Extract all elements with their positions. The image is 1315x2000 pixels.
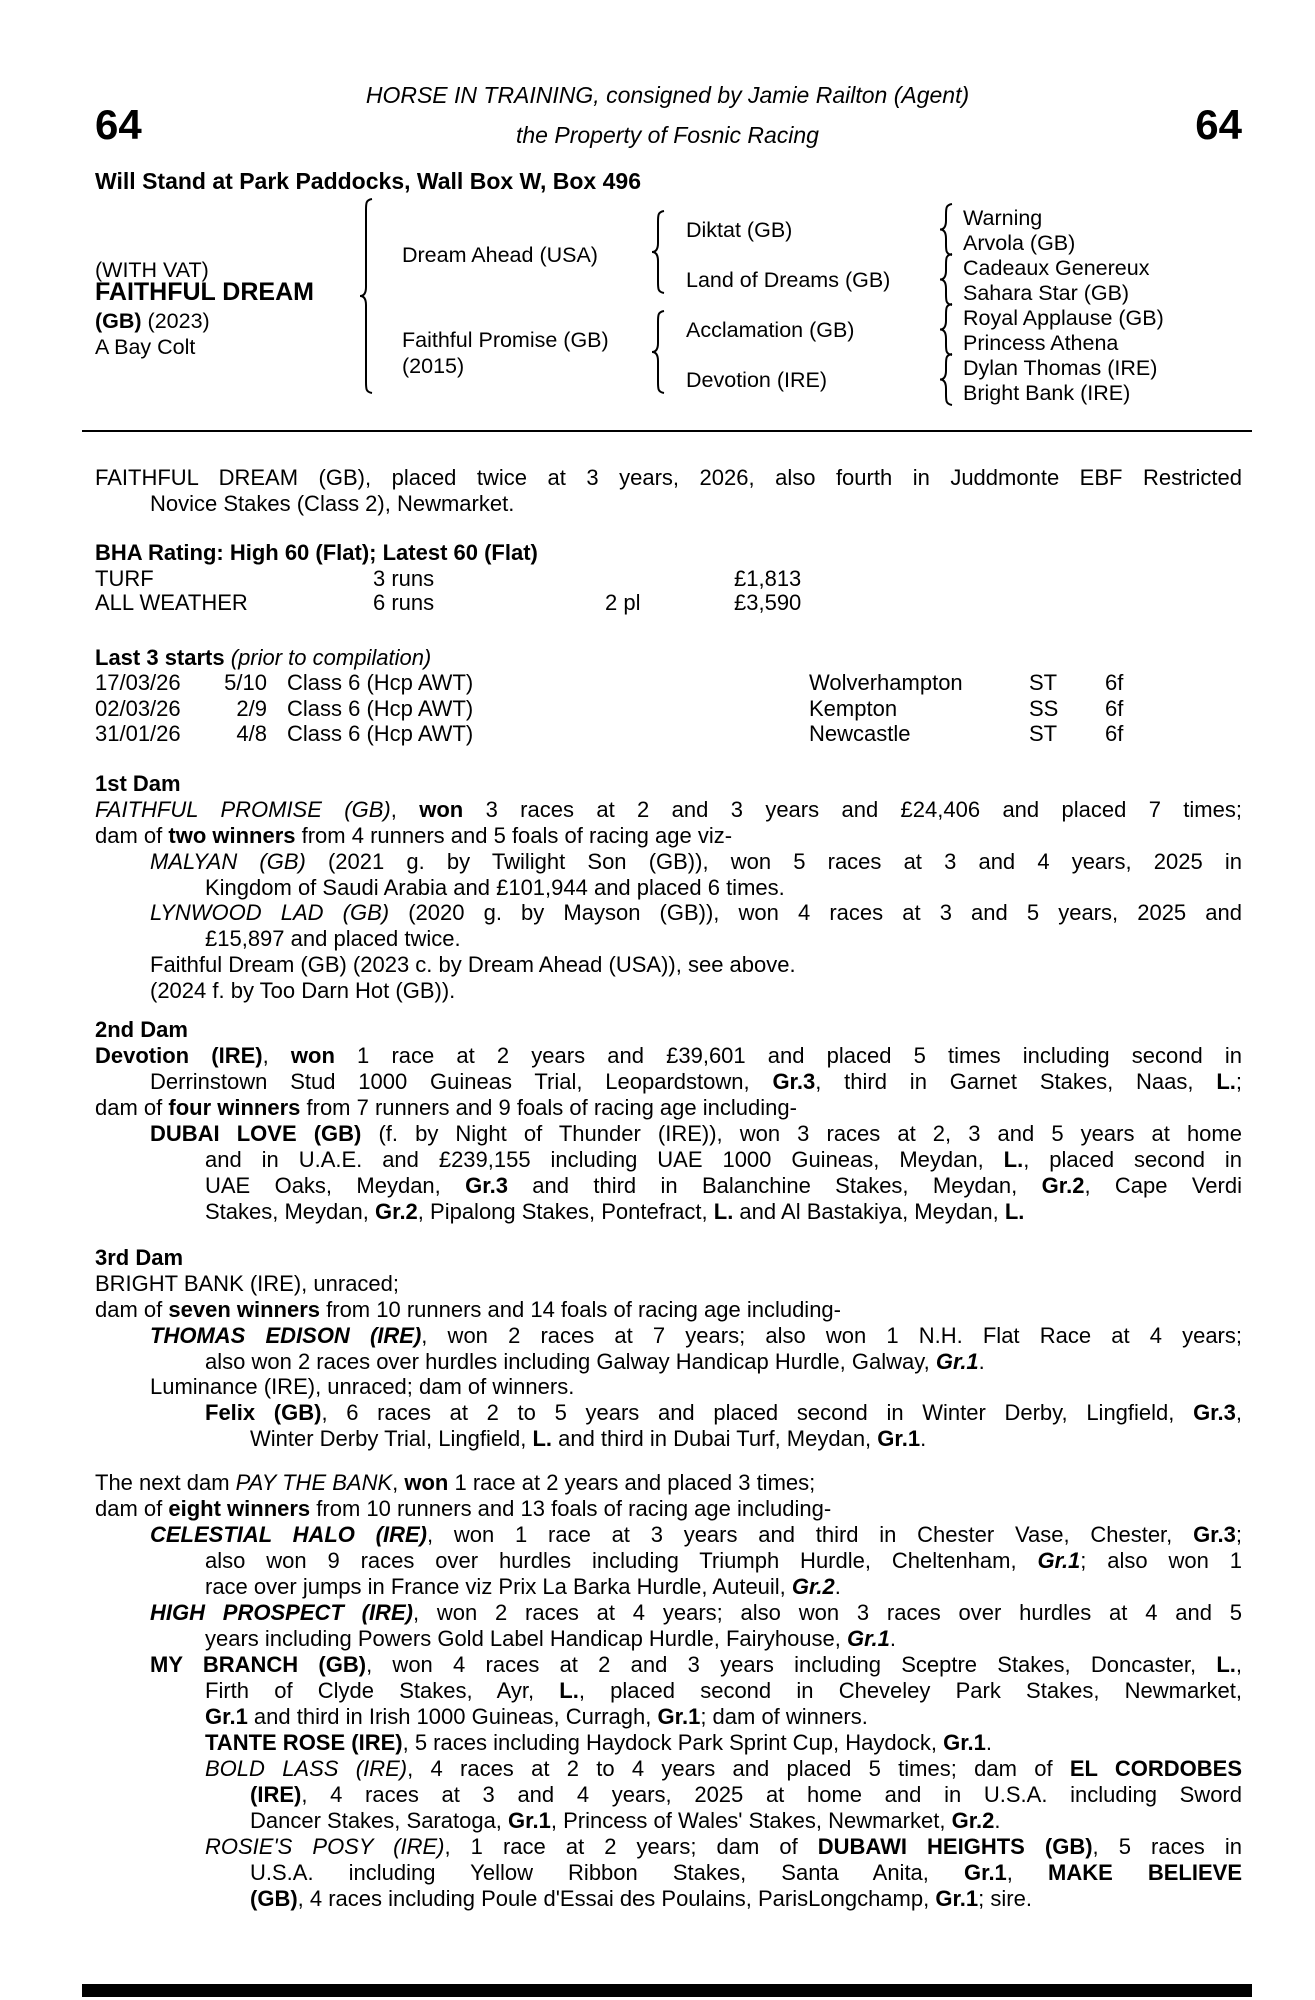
- text-line: MALYAN (GB) (2021 g. by Twilight Son (GB)), won 5 races at 3 and 4 years, 2025 in: [150, 849, 1242, 874]
- subject-horse-name: FAITHFUL DREAM: [95, 278, 314, 306]
- subject-year: (2023): [141, 309, 210, 333]
- text-line: Winter Derby Trial, Lingfield, L. and third in Dubai Turf, Meydan, Gr.1.: [250, 1426, 927, 1451]
- pedigree-brace: [938, 353, 954, 406]
- text-line: Stakes, Meydan, Gr.2, Pipalong Stakes, Pontefract, L. and Al Bastakiya, Meydan, L.: [205, 1199, 1025, 1224]
- pedigree-gen3-name: Acclamation (GB): [686, 318, 855, 342]
- pedigree-gen4-name: Bright Bank (IRE): [963, 381, 1131, 405]
- start-going: ST: [1029, 670, 1058, 695]
- start-distance: 6f: [1105, 696, 1124, 721]
- text-line: ROSIE'S POSY (IRE), 1 race at 2 years; dam of DUBAWI HEIGHTS (GB), 5 races in: [205, 1834, 1242, 1859]
- stand-location-line: Will Stand at Park Paddocks, Wall Box W, Box 496: [95, 168, 641, 194]
- pedigree-brace: [650, 310, 666, 394]
- pedigree-gen3-name: Diktat (GB): [686, 218, 793, 242]
- text-line: THOMAS EDISON (IRE), won 2 races at 7 years; also won 1 N.H. Flat Race at 4 years;: [150, 1323, 1242, 1348]
- pedigree-gen4-name: Arvola (GB): [963, 231, 1076, 255]
- bha-rating-heading: BHA Rating: High 60 (Flat); Latest 60 (Flat): [95, 540, 538, 565]
- text-line: U.S.A. including Yellow Ribbon Stakes, Santa Anita, Gr.1, MAKE BELIEVE: [250, 1860, 1242, 1885]
- pedigree-gen4-name: Sahara Star (GB): [963, 281, 1130, 305]
- bha-placed: 2 pl: [605, 590, 641, 615]
- page-bottom-bar: [82, 1984, 1252, 1997]
- text-line: Felix (GB), 6 races at 2 to 5 years and placed second in Winter Derby, Lingfield, Gr.3,: [205, 1400, 1242, 1425]
- text-line: (GB), 4 races including Poule d'Essai des Poulains, ParisLongchamp, Gr.1; sire.: [250, 1886, 1032, 1911]
- text-line: dam of four winners from 7 runners and 9 foals of racing age including-: [95, 1095, 797, 1120]
- pedigree-brace: [650, 210, 666, 294]
- bha-surface: ALL WEATHER: [95, 590, 248, 615]
- pedigree-gen4-name: Dylan Thomas (IRE): [963, 356, 1158, 380]
- pedigree-gen4-name: Warning: [963, 206, 1043, 230]
- pedigree-dam: Faithful Promise (GB): [402, 328, 609, 352]
- pedigree-brace: [358, 198, 374, 394]
- start-course: Newcastle: [809, 721, 911, 746]
- start-position: 5/10: [224, 670, 267, 695]
- text-line: (2024 f. by Too Darn Hot (GB)).: [150, 978, 456, 1003]
- text-line: Devotion (IRE), won 1 race at 2 years and £39,601 and placed 5 times including second in: [95, 1043, 1242, 1068]
- start-race: Class 6 (Hcp AWT): [287, 670, 474, 695]
- subject-country: (GB): [95, 309, 142, 333]
- divider-line: [82, 430, 1252, 432]
- text-line: Luminance (IRE), unraced; dam of winners.: [150, 1374, 575, 1399]
- subject-description: A Bay Colt: [95, 335, 196, 359]
- text-line: Dancer Stakes, Saratoga, Gr.1, Princess of Wales' Stakes, Newmarket, Gr.2.: [250, 1808, 1001, 1833]
- pedigree-brace: [938, 303, 954, 356]
- lot-number-left: 64: [95, 101, 142, 148]
- text-line: MY BRANCH (GB), won 4 races at 2 and 3 years including Sceptre Stakes, Doncaster, L.,: [150, 1652, 1242, 1677]
- text-line: FAITHFUL PROMISE (GB), won 3 races at 2 and 3 years and £24,406 and placed 7 times;: [95, 797, 1242, 822]
- subject-suffix-year: [95, 309, 210, 333]
- text-line: dam of seven winners from 10 runners and 14 foals of racing age including-: [95, 1297, 841, 1322]
- bha-money: £3,590: [734, 590, 802, 615]
- text-line: Derrinstown Stud 1000 Guineas Trial, Leopardstown, Gr.3, third in Garnet Stakes, Naas, L.;: [150, 1069, 1242, 1094]
- text-line: Kingdom of Saudi Arabia and £101,944 and placed 6 times.: [205, 875, 785, 900]
- text-line: LYNWOOD LAD (GB) (2020 g. by Mayson (GB)), won 4 races at 3 and 5 years, 2025 and: [150, 900, 1242, 925]
- text-line: also won 2 races over hurdles including Galway Handicap Hurdle, Galway, Gr.1.: [205, 1349, 985, 1374]
- start-course: Wolverhampton: [809, 670, 963, 695]
- lot-number-right: 64: [1195, 101, 1242, 148]
- consignor-line: HORSE IN TRAINING, consigned by Jamie Railton (Agent): [365, 82, 970, 108]
- text-line: 2nd Dam: [95, 1017, 188, 1042]
- text-line: dam of eight winners from 10 runners and 13 foals of racing age including-: [95, 1496, 832, 1521]
- start-going: SS: [1029, 696, 1059, 721]
- text-line: UAE Oaks, Meydan, Gr.3 and third in Balanchine Stakes, Meydan, Gr.2, Cape Verdi: [205, 1173, 1242, 1198]
- text-line: TANTE ROSE (IRE), 5 races including Haydock Park Sprint Cup, Haydock, Gr.1.: [205, 1730, 993, 1755]
- text-line: dam of two winners from 4 runners and 5 foals of racing age viz-: [95, 823, 733, 848]
- pedigree-gen4-name: Princess Athena: [963, 331, 1119, 355]
- start-distance: 6f: [1105, 721, 1124, 746]
- bha-runs: 3 runs: [373, 566, 435, 591]
- pedigree-gen3-name: Devotion (IRE): [686, 368, 827, 392]
- start-race: Class 6 (Hcp AWT): [287, 721, 474, 746]
- text-line: (IRE), 4 races at 3 and 4 years, 2025 at home and in U.S.A. including Sword: [250, 1782, 1242, 1807]
- last-starts-title: Last 3 starts: [95, 645, 225, 670]
- text-line: Novice Stakes (Class 2), Newmarket.: [150, 491, 515, 516]
- pedigree-brace: [938, 203, 954, 256]
- start-date: 02/03/26: [95, 696, 181, 721]
- text-line: BRIGHT BANK (IRE), unraced;: [95, 1271, 400, 1296]
- text-line: CELESTIAL HALO (IRE), won 1 race at 3 years and third in Chester Vase, Chester, Gr.3;: [150, 1522, 1242, 1547]
- text-line: The next dam PAY THE BANK, won 1 race at 2 years and placed 3 times;: [95, 1470, 816, 1495]
- start-race: Class 6 (Hcp AWT): [287, 696, 474, 721]
- pedigree-gen4-name: Royal Applause (GB): [963, 306, 1164, 330]
- text-line: and in U.A.E. and £239,155 including UAE 1000 Guineas, Meydan, L., placed second in: [205, 1147, 1243, 1172]
- text-line: Gr.1 and third in Irish 1000 Guineas, Curragh, Gr.1; dam of winners.: [205, 1704, 868, 1729]
- text-line: Faithful Dream (GB) (2023 c. by Dream Ahead (USA)), see above.: [150, 952, 796, 977]
- text-line: £15,897 and placed twice.: [205, 926, 461, 951]
- text-line: 3rd Dam: [95, 1245, 184, 1270]
- start-date: 17/03/26: [95, 670, 181, 695]
- pedigree-brace: [938, 253, 954, 306]
- text-line: 1st Dam: [95, 771, 181, 796]
- property-line: the Property of Fosnic Racing: [516, 122, 819, 148]
- vat-note: (WITH VAT): [95, 258, 209, 282]
- text-line: years including Powers Gold Label Handicap Hurdle, Fairyhouse, Gr.1.: [205, 1626, 896, 1651]
- last-starts-heading: [95, 645, 431, 671]
- text-line: FAITHFUL DREAM (GB), placed twice at 3 years, 2026, also fourth in Juddmonte EBF Restricted: [95, 465, 1242, 490]
- text-line: race over jumps in France viz Prix La Barka Hurdle, Auteuil, Gr.2.: [205, 1574, 841, 1599]
- pedigree-sire: Dream Ahead (USA): [402, 243, 598, 267]
- pedigree-gen4-name: Cadeaux Genereux: [963, 256, 1150, 280]
- start-position: 2/9: [236, 696, 267, 721]
- pedigree-dam-year: (2015): [402, 354, 465, 378]
- bha-money: £1,813: [734, 566, 802, 591]
- bha-surface: TURF: [95, 566, 154, 591]
- bha-runs: 6 runs: [373, 590, 435, 615]
- start-position: 4/8: [236, 721, 267, 746]
- start-course: Kempton: [809, 696, 898, 721]
- last-starts-note: (prior to compilation): [224, 645, 432, 670]
- start-distance: 6f: [1105, 670, 1124, 695]
- text-line: BOLD LASS (IRE), 4 races at 2 to 4 years and placed 5 times; dam of EL CORDOBES: [205, 1756, 1242, 1781]
- text-line: HIGH PROSPECT (IRE), won 2 races at 4 years; also won 3 races over hurdles at 4 and 5: [150, 1600, 1242, 1625]
- start-going: ST: [1029, 721, 1058, 746]
- text-line: also won 9 races over hurdles including Triumph Hurdle, Cheltenham, Gr.1; also won 1: [205, 1548, 1243, 1573]
- start-date: 31/01/26: [95, 721, 181, 746]
- text-line: Firth of Clyde Stakes, Ayr, L., placed second in Cheveley Park Stakes, Newmarket,: [205, 1678, 1242, 1703]
- pedigree-gen3-name: Land of Dreams (GB): [686, 268, 891, 292]
- text-line: DUBAI LOVE (GB) (f. by Night of Thunder (IRE)), won 3 races at 2, 3 and 5 years at home: [150, 1121, 1242, 1146]
